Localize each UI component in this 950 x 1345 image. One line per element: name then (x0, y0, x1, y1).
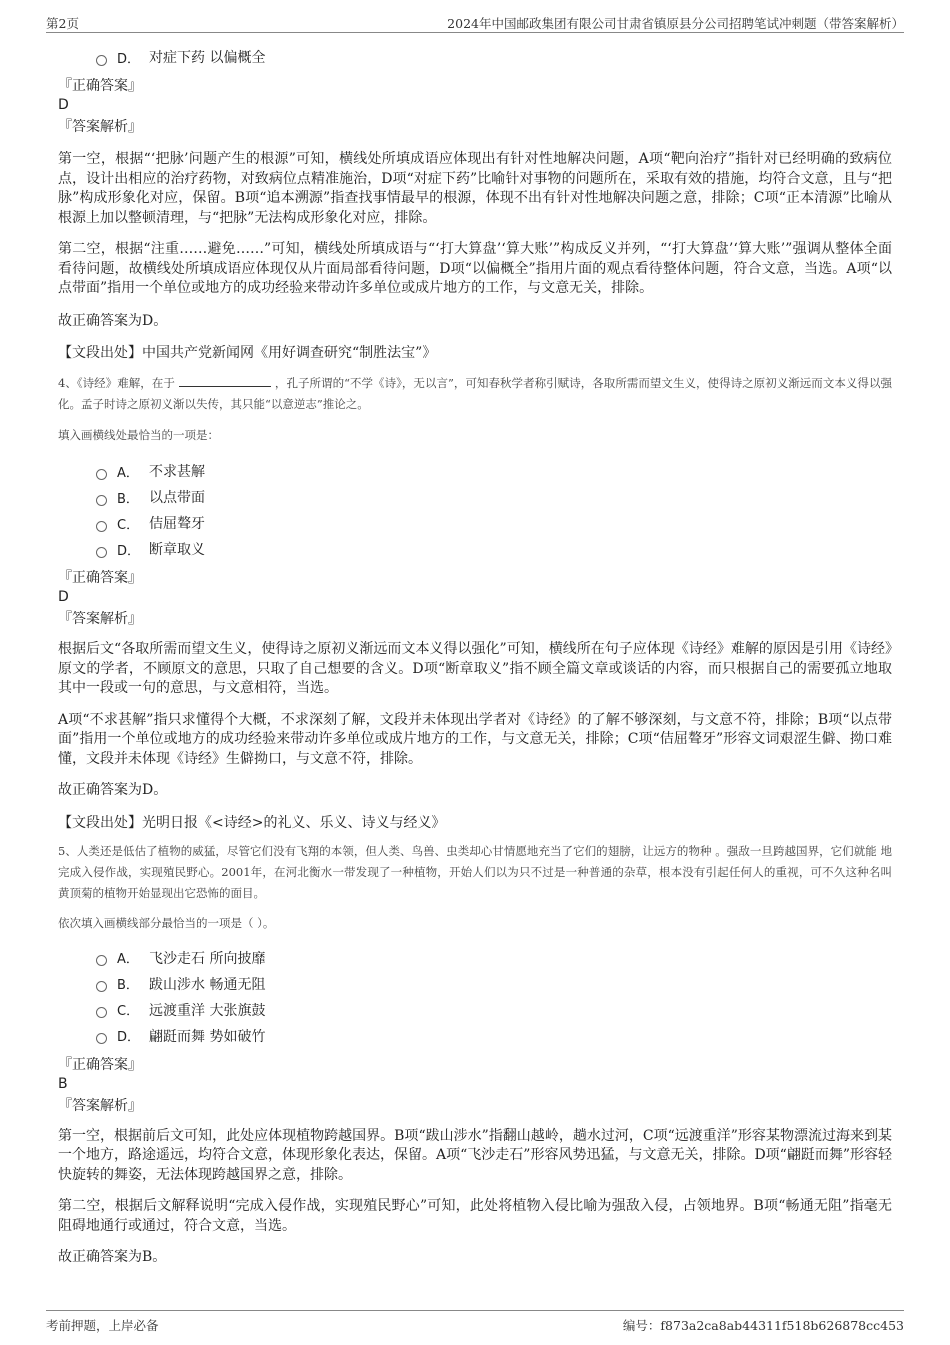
option-text: 不求甚解 (149, 464, 205, 480)
radio-icon[interactable] (96, 1007, 107, 1018)
q5-options (58, 945, 892, 1049)
correct-answer-label: 『正确答案』 (58, 570, 142, 586)
radio-icon[interactable] (96, 547, 107, 558)
q5-option-a[interactable] (96, 945, 892, 971)
option-letter: C． (117, 1004, 140, 1019)
radio-icon[interactable] (96, 55, 107, 66)
option-letter: D． (117, 51, 141, 67)
q3-option-d[interactable] (96, 44, 892, 70)
document-id: 编号：f873a2ca8ab44311f518b626878cc453 (622, 1318, 904, 1333)
option-text: 对症下药 以偏概全 (149, 50, 266, 66)
option-text: 飞沙走石 所向披靡 (149, 950, 266, 967)
q3-analysis-2: 第二空，根据“注重……避免……”可知，横线处所填成语与“‘打大算盘’‘算大账’”构成反义并列，“‘打大算盘’‘算大账’”强调从整体全面看待问题，故横线处所填成语应体现仅从片面局部看待问题，D项“以偏概全”指用片面的观点看待整体问题，符合文意，当选。A项“以点带面”指用一个单位或地方的成功经验来带动许多单位或成片地方的工作，与文意无关，排除。 (58, 241, 892, 296)
q4-option-d[interactable] (96, 536, 892, 562)
q4-option-b[interactable] (96, 484, 892, 510)
analysis-label: 『答案解析』 (58, 119, 142, 135)
q5-prompt: 依次填入画横线部分最恰当的一项是（ ）。 (58, 915, 275, 930)
page-footer (46, 1310, 904, 1335)
page-header (46, 10, 904, 33)
q5-question: 5、人类还是低估了植物的威猛，尽管它们没有飞翔的本领，但人类、鸟兽、虫类却心甘情愿地充当了它们的翅膀，让远方的物种 。强敌一旦跨越国界，它们就能 地完成入侵作战，实现殖民野心。2001年，在河北衡水一带发现了一种植物，开始人们以为只不过是一种普通的杂草，根本没有引起任何人的重视，可不久这种名叫黄顶菊的植物开始显现出它恐怖的面目。 (58, 843, 892, 900)
analysis-label: 『答案解析』 (58, 611, 142, 627)
q4-options (58, 458, 892, 562)
q5-option-b[interactable] (96, 971, 892, 997)
q3-analysis-1: 第一空，根据“‘把脉’问题产生的根源”可知，横线处所填成语应体现出有针对性地解决问题，A项“靶向治疗”指针对已经明确的致病位点，设计出相应的治疗药物，对致病位点精准施治，D项“对症下药”比喻针对事物的问题所在，采取有效的措施，均符合文意，且与“把脉”构成形象化对应，保留。B项“追本溯源”指查找事情最早的根源，体现不出有针对性地解决问题之意，排除；C项“正本清源”比喻从根源上加以整顿清理，与“把脉”无法构成形象化对应，排除。 (58, 151, 892, 226)
q3-source: 【文段出处】中国共产党新闻网《用好调查研究“制胜法宝”》 (58, 345, 437, 361)
radio-icon[interactable] (96, 469, 107, 480)
option-letter: B． (117, 491, 139, 507)
option-letter: D． (117, 1030, 141, 1045)
option-text: 远渡重洋 大张旗鼓 (149, 1002, 266, 1019)
option-text: 佶屈聱牙 (149, 516, 205, 532)
q4-text-after: ，孔子所谓的“不学《诗》，无以言”，可知春秋学者称引赋诗，各取所需而望文生义，使得诗之原初义渐远而文本义得以强化。孟子时诗之原初义渐以失传，其只能“以意逆志”推论之。 (58, 376, 892, 411)
q5-option-d[interactable] (96, 1023, 892, 1049)
q5-answer: B (58, 1075, 68, 1092)
page-number: 第2页 (46, 16, 79, 31)
q5-analysis-2: 第二空，根据后文解释说明“完成入侵作战，实现殖民野心”可知，此处将植物入侵比喻为强敌入侵，占领地界。B项“畅通无阻”指毫无阻碍地通行或通过，符合文意，当选。 (58, 1198, 892, 1234)
radio-icon[interactable] (96, 495, 107, 506)
q4-analysis-2: A项“不求甚解”指只求懂得个大概，不求深刻了解，文段并未体现出学者对《诗经》的了解不够深刻，与文意不符，排除；B项“以点带面”指用一个单位或地方的成功经验来带动许多单位或成片地方的工作，与文意无关，排除；C项“佶屈聱牙”形容文词艰涩生僻、拗口难懂，文段并未体现《诗经》生僻拗口，与文意不符，排除。 (58, 711, 892, 767)
footer-slogan: 考前押题，上岸必备 (46, 1318, 159, 1333)
q5-analysis-1: 第一空，根据前后文可知，此处应体现植物跨越国界。B项“跋山涉水”指翻山越岭，趟水过河，C项“远渡重洋”形容某物漂流过海来到某一个地方，路途遥远，均符合文意，体现形象化表达，保留。A项“飞沙走石”形容风势迅猛，与文意无关，排除。D项“翩跹而舞”形容轻快旋转的舞姿，无法体现跨越国界之意，排除。 (58, 1127, 892, 1183)
correct-answer-label: 『正确答案』 (58, 78, 142, 94)
option-text: 跋山涉水 畅通无阻 (149, 976, 266, 993)
q5-conclusion: 故正确答案为B。 (58, 1249, 167, 1265)
option-letter: B． (117, 978, 139, 993)
correct-answer-label: 『正确答案』 (58, 1056, 142, 1073)
radio-icon[interactable] (96, 1033, 107, 1044)
q4-analysis-1: 根据后文“各取所需而望文生义，使得诗之原初义渐远而文本义得以强化”可知，横线所在句子应体现《诗经》难解的原因是引用《诗经》原文的学者，不顾原文的意思，只取了自己想要的含义。D项“断章取义”指不顾全篇文章或谈话的内容，而只根据自己的需要孤立地取其中一段或一句的意思，与文意相符，当选。 (58, 641, 892, 696)
q4-text-before: 4、《诗经》难解，在于 (58, 376, 175, 390)
analysis-label: 『答案解析』 (58, 1097, 142, 1114)
option-text: 以点带面 (149, 490, 205, 506)
q4-option-a[interactable] (96, 458, 892, 484)
q3-answer: D (58, 97, 69, 113)
option-text: 断章取义 (149, 542, 205, 558)
q4-question (58, 373, 892, 415)
q4-answer: D (58, 589, 69, 605)
q5-option-c[interactable] (96, 997, 892, 1023)
option-letter: A． (117, 465, 139, 481)
q4-conclusion: 故正确答案为D。 (58, 782, 168, 798)
option-text: 翩跹而舞 势如破竹 (149, 1028, 266, 1045)
page-content (58, 42, 892, 1268)
radio-icon[interactable] (96, 981, 107, 992)
option-letter: C． (117, 517, 140, 533)
q4-option-c[interactable] (96, 510, 892, 536)
option-letter: D． (117, 543, 141, 559)
option-letter: A． (117, 952, 139, 967)
fill-blank (179, 374, 271, 387)
radio-icon[interactable] (96, 521, 107, 532)
radio-icon[interactable] (96, 955, 107, 966)
q4-source: 【文段出处】光明日报《<诗经>的礼义、乐义、诗义与经义》 (58, 814, 446, 831)
q4-prompt: 填入画横线处最恰当的一项是： (58, 428, 219, 442)
q3-conclusion: 故正确答案为D。 (58, 312, 168, 329)
document-title: 2024年中国邮政集团有限公司甘肃省镇原县分公司招聘笔试冲刺题（带答案解析） (447, 16, 904, 31)
